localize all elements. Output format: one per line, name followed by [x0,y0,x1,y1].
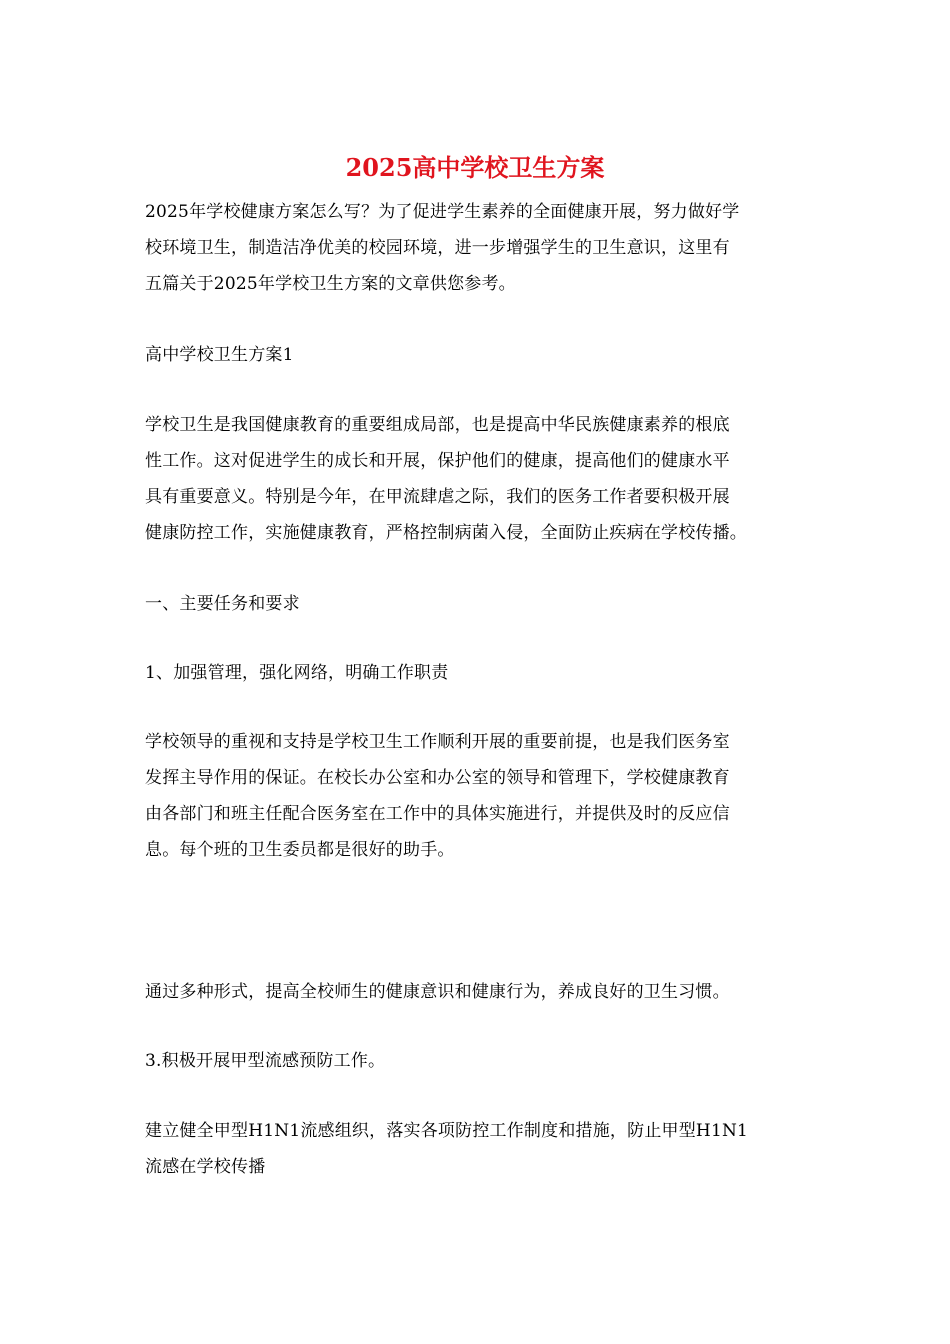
text-line: 校环境卫生，制造洁净优美的校园环境，进一步增强学生的卫生意识，这里有 [145,238,730,258]
body-paragraph [145,1113,815,1185]
intro-paragraph [145,194,815,302]
text-line: 高中学校卫生方案1 [145,345,294,365]
text-line: 通过多种形式，提高全校师生的健康意识和健康行为，养成良好的卫生习惯。 [145,982,730,1002]
body-paragraph [145,407,815,551]
text-line: 息。每个班的卫生委员都是很好的助手。 [145,840,455,860]
text-line: 流感在学校传播 [145,1157,266,1177]
body-paragraph [145,724,815,868]
section-heading [145,586,815,622]
text-line: 2025年学校健康方案怎么写？为了促进学生素养的全面健康开展，努力做好学 [145,202,740,222]
text-line: 1、加强管理，强化网络，明确工作职责 [145,663,449,683]
text-line: 建立健全甲型H1N1流感组织，落实各项防控工作制度和措施，防止甲型H1N1 [145,1121,749,1141]
text-line: 学校卫生是我国健康教育的重要组成局部，也是提高中华民族健康素养的根底 [145,415,730,435]
text-line: 由各部门和班主任配合医务室在工作中的具体实施进行，并提供及时的反应信 [145,804,730,824]
body-paragraph [145,974,815,1010]
text-line: 3.积极开展甲型流感预防工作。 [145,1051,386,1071]
text-line: 具有重要意义。特别是今年，在甲流肆虐之际，我们的医务工作者要积极开展 [145,487,730,507]
text-line: 五篇关于2025年学校卫生方案的文章供您参考。 [145,274,516,294]
subsection-heading [145,655,815,691]
section-heading [145,337,815,373]
text-line: 一、主要任务和要求 [145,594,300,614]
text-line: 性工作。这对促进学生的成长和开展，保护他们的健康，提高他们的健康水平 [145,451,730,471]
subsection-heading [145,1043,815,1079]
document-title: 2025高中学校卫生方案 [345,153,605,182]
text-line: 发挥主导作用的保证。在校长办公室和办公室的领导和管理下，学校健康教育 [145,768,730,788]
text-line: 健康防控工作，实施健康教育，严格控制病菌入侵，全面防止疾病在学校传播。 [145,523,747,543]
text-line: 学校领导的重视和支持是学校卫生工作顺利开展的重要前提，也是我们医务室 [145,732,730,752]
